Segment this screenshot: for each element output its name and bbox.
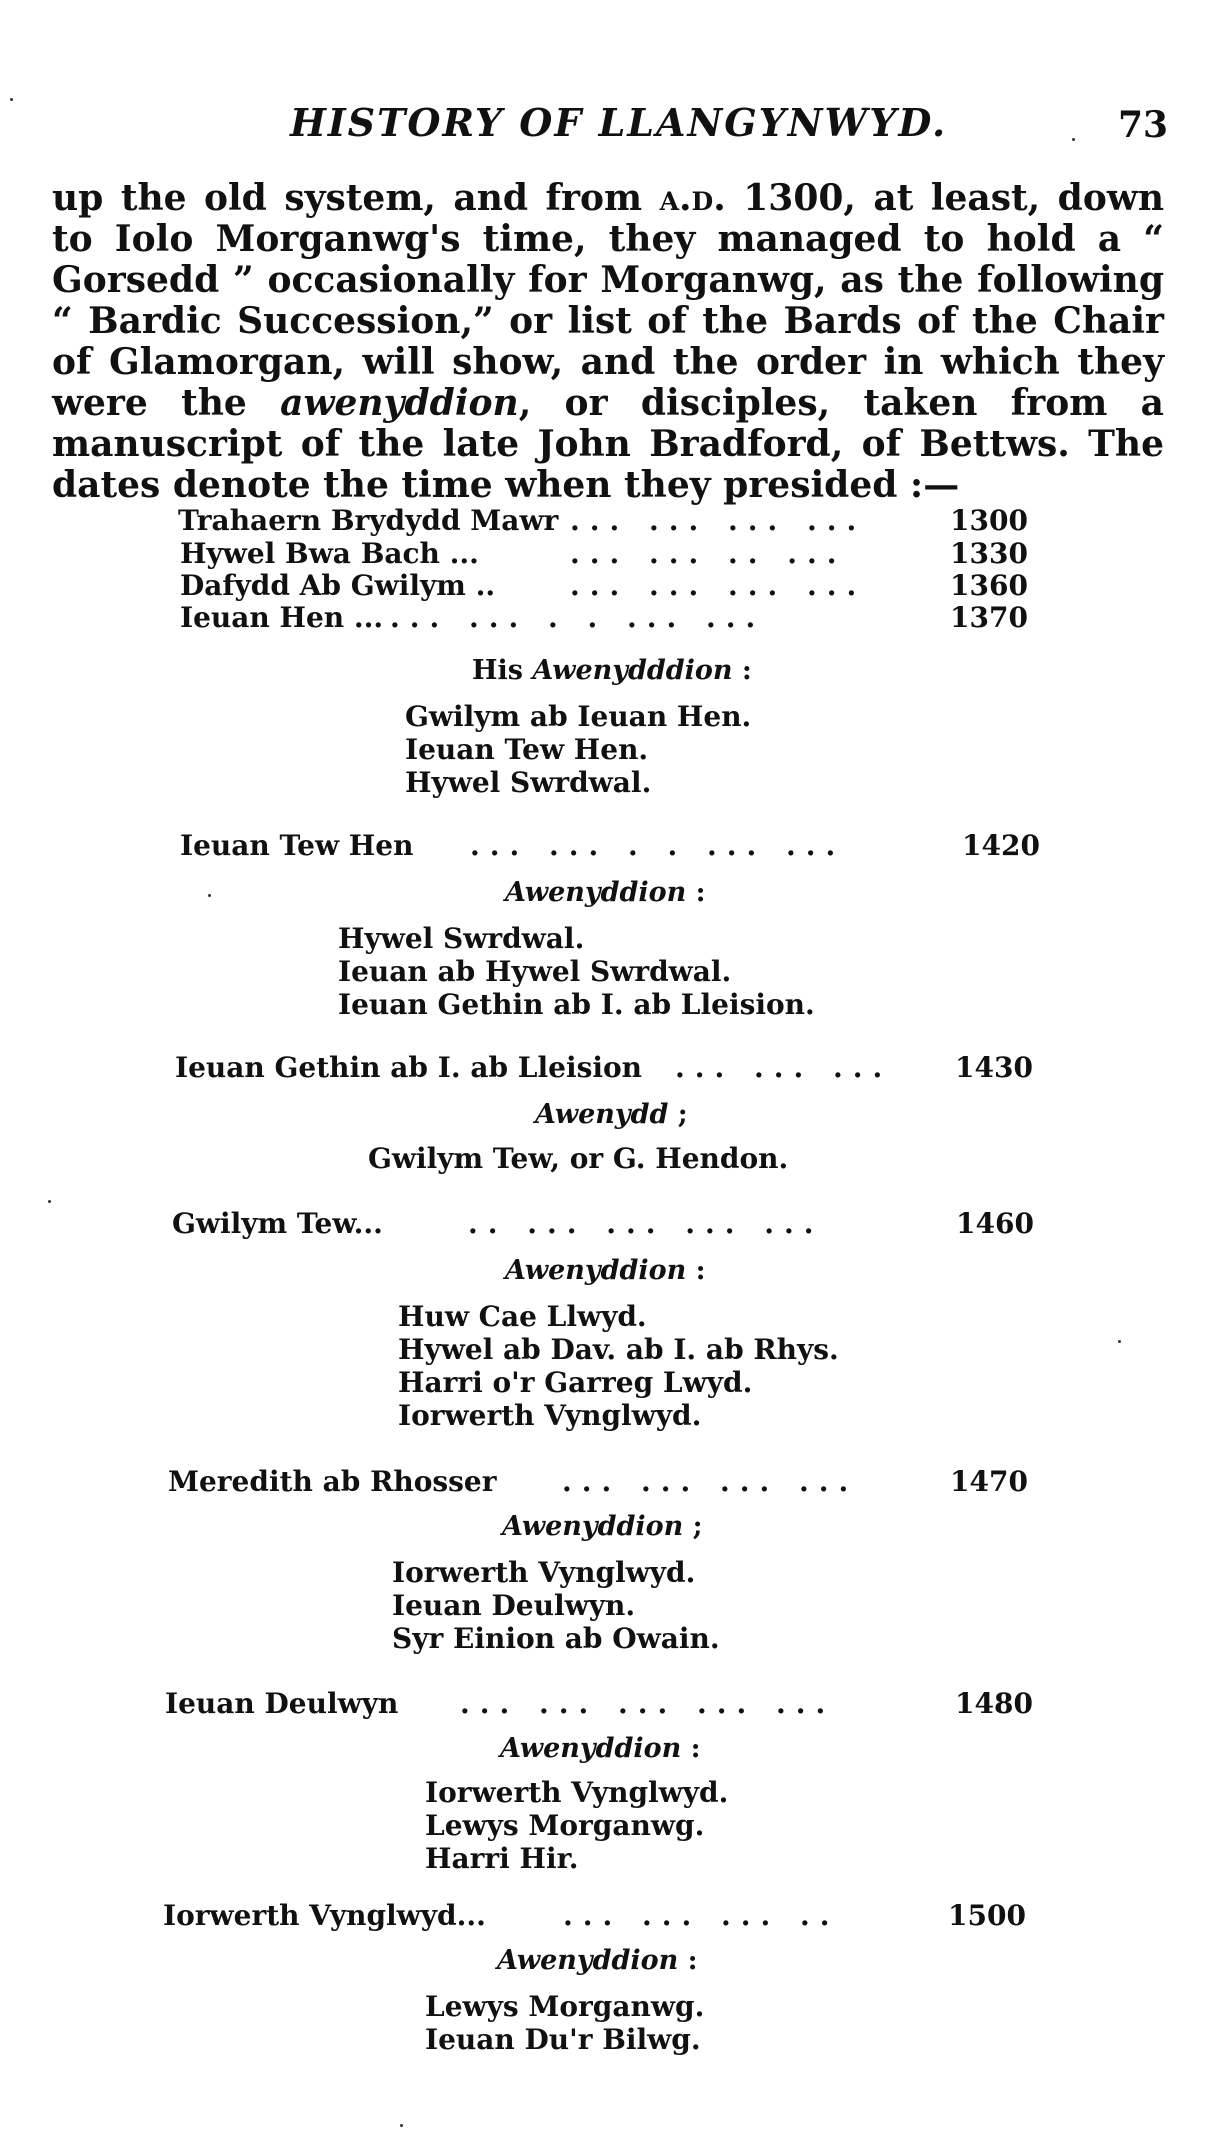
bard-name: Ieuan Gethin ab I. ab Lleision — [175, 1051, 643, 1084]
bard-name: Hywel Bwa Bach ... — [180, 537, 479, 570]
heading-term: Awenyddion — [502, 1511, 684, 1542]
disciple-name: Harri o'r Garreg Lwyd. — [398, 1366, 753, 1399]
scan-speck — [1072, 138, 1075, 141]
scan-speck — [400, 2124, 403, 2127]
bard-name: Trahaern Brydydd Mawr — [178, 504, 559, 537]
disciples-list — [338, 922, 815, 1021]
bard-name: Dafydd Ab Gwilym .. — [180, 569, 496, 602]
disciple-name: Ieuan Gethin ab I. ab Lleision. — [338, 988, 815, 1021]
bard-year: 1480 — [955, 1687, 1033, 1720]
dot-leader: ... ... ... ... — [570, 504, 867, 537]
dot-leader: ... ... . . ... ... — [390, 601, 766, 634]
scan-speck — [48, 1200, 51, 1203]
intro-era-abbrev: a.d. — [659, 177, 726, 219]
bard-row — [180, 568, 1040, 604]
bard-year: 1500 — [948, 1899, 1026, 1932]
intro-text-2: 1300, at least, down to Iolo Morganwg's time, they managed to hold a “ Gorsedd ” occasionally for Morganwg, as the following “ Bardic Succession,” or list of the Bards of the Chair of Glamorgan, will show, and the order in which they were the — [52, 177, 1165, 424]
heading-term: Awenyddion — [505, 1255, 687, 1286]
disciples-list — [368, 1142, 788, 1175]
scan-speck — [1118, 1340, 1121, 1343]
disciples-heading — [497, 1944, 698, 1978]
running-head — [0, 100, 1209, 150]
bard-year: 1430 — [955, 1051, 1033, 1084]
bard-year: 1420 — [962, 829, 1040, 862]
disciple-name: Ieuan ab Hywel Swrdwal. — [338, 955, 732, 988]
disciple-name: Iorwerth Vynglwyd. — [425, 1776, 729, 1809]
intro-text-3: , or disciples, taken from a manuscript of the late John Bradford, of Bettws. The dates denote the time when they presided :— — [52, 382, 1164, 506]
intro-italic-term: awenyddion — [280, 382, 519, 424]
dot-leader: ... ... . . ... ... — [470, 829, 846, 862]
disciples-heading — [500, 1732, 701, 1766]
bard-row — [172, 1206, 1032, 1242]
dot-leader: ... ... ... ... — [562, 1465, 859, 1498]
disciple-name: Lewys Morganwg. — [425, 1809, 705, 1842]
running-title: HISTORY OF LLANGYNWYD. — [290, 100, 948, 145]
bard-year: 1330 — [950, 537, 1028, 570]
bard-name: Iorwerth Vynglwyd... — [163, 1899, 486, 1932]
disciple-name: Harri Hir. — [425, 1842, 579, 1875]
heading-prefix: His — [472, 655, 533, 686]
disciple-name: Syr Einion ab Owain. — [392, 1622, 720, 1655]
dot-leader: ... ... ... ... — [570, 569, 867, 602]
heading-punct: : — [732, 655, 752, 686]
bard-year: 1300 — [950, 504, 1028, 537]
bard-name: Ieuan Deulwyn — [165, 1687, 399, 1720]
disciples-list — [425, 1776, 728, 1875]
disciples-heading — [505, 1254, 706, 1288]
disciples-heading — [505, 876, 706, 910]
disciples-list — [405, 700, 751, 799]
dot-leader: ... ... ... ... ... — [460, 1687, 836, 1720]
heading-term: Awenyddion — [505, 877, 687, 908]
scan-speck — [10, 98, 13, 101]
disciple-name: Gwilym ab Ieuan Hen. — [405, 700, 752, 733]
disciple-name: Iorwerth Vynglwyd. — [398, 1399, 702, 1432]
bard-row — [165, 1686, 1033, 1722]
bard-row — [180, 600, 1040, 636]
bard-row — [180, 828, 1040, 864]
heading-punct: ; — [668, 1099, 688, 1130]
bard-row — [175, 1050, 1035, 1086]
bard-row — [180, 536, 1040, 572]
heading-punct: : — [681, 1733, 701, 1764]
disciples-list — [398, 1300, 839, 1432]
heading-term: Awenydd — [535, 1099, 669, 1130]
heading-term: Awenyddion — [500, 1733, 682, 1764]
disciple-name: Ieuan Deulwyn. — [392, 1589, 636, 1622]
bard-name: Gwilym Tew... — [172, 1207, 383, 1240]
intro-paragraph — [52, 178, 1164, 506]
dot-leader: ... ... ... — [675, 1051, 893, 1084]
disciples-heading — [472, 654, 752, 688]
bard-year: 1460 — [956, 1207, 1034, 1240]
bard-row — [168, 1464, 1028, 1500]
dot-leader: .. ... ... ... ... — [468, 1207, 824, 1240]
heading-punct: : — [686, 1255, 706, 1286]
disciple-name: Hywel ab Dav. ab I. ab Rhys. — [398, 1333, 839, 1366]
disciple-name: Iorwerth Vynglwyd. — [392, 1556, 696, 1589]
bard-row — [178, 503, 1038, 539]
bard-name: Ieuan Hen ... — [180, 601, 384, 634]
heading-punct: ; — [683, 1511, 703, 1542]
disciple-name: Ieuan Tew Hen. — [405, 733, 649, 766]
heading-punct: : — [678, 1945, 698, 1976]
disciple-name: Gwilym Tew, or G. Hendon. — [368, 1142, 789, 1175]
scan-speck — [208, 894, 211, 897]
heading-term: Awenydddion — [532, 655, 733, 686]
disciples-heading — [535, 1098, 688, 1132]
disciples-heading — [502, 1510, 703, 1544]
bard-year: 1370 — [950, 601, 1028, 634]
disciple-name: Hywel Swrdwal. — [338, 922, 585, 955]
disciples-list — [392, 1556, 720, 1655]
heading-term: Awenyddion — [497, 1945, 679, 1976]
dot-leader: ... ... ... .. — [563, 1899, 840, 1932]
disciple-name: Huw Cae Llwyd. — [398, 1300, 647, 1333]
disciple-name: Lewys Morganwg. — [425, 1990, 705, 2023]
disciple-name: Ieuan Du'r Bilwg. — [425, 2023, 701, 2056]
heading-punct: : — [686, 877, 706, 908]
disciple-name: Hywel Swrdwal. — [405, 766, 652, 799]
page-number: 73 — [1118, 104, 1169, 146]
bard-name: Meredith ab Rhosser — [168, 1465, 497, 1498]
bard-year: 1470 — [950, 1465, 1028, 1498]
bard-year: 1360 — [950, 569, 1028, 602]
bard-name: Ieuan Tew Hen — [180, 829, 414, 862]
bard-row — [163, 1898, 1026, 1934]
intro-text-1: up the old system, and from — [52, 177, 660, 219]
dot-leader: ... ... .. ... — [570, 537, 847, 570]
disciples-list — [425, 1990, 704, 2056]
